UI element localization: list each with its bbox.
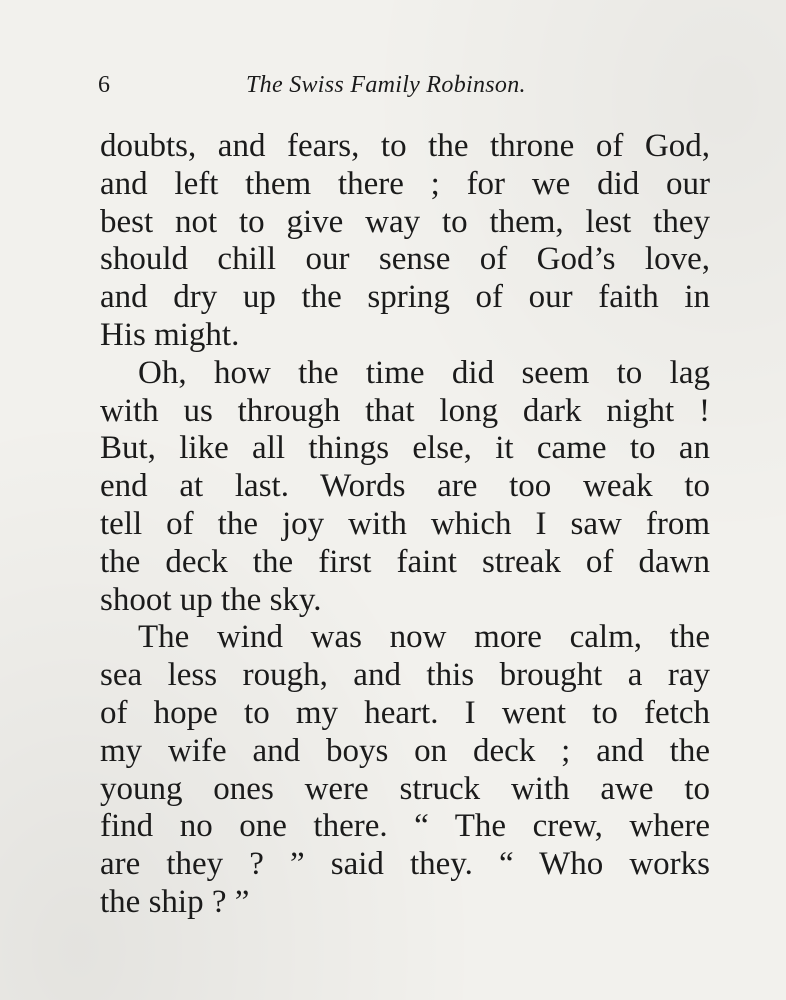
text-line: best not to give way to them, lest they — [100, 203, 710, 240]
text-line: end at last. Words are too weak to — [100, 468, 710, 505]
text-line: my wife and boys on deck ; and the — [100, 732, 710, 769]
text-line: are they ? ” said they. “ Who works — [100, 846, 710, 883]
text-line: doubts, and fears, to the throne of God, — [100, 128, 710, 164]
text-line: His might. — [100, 316, 240, 353]
text-line: young ones were struck with awe to — [100, 770, 710, 807]
body-text — [100, 128, 710, 922]
page-number: 6 — [98, 72, 110, 98]
text-line: find no one there. “ The crew, where — [100, 808, 710, 845]
text-line: and left them there ; for we did our — [100, 165, 710, 202]
text-line: Oh, how the time did seem to lag — [138, 354, 710, 391]
text-line: sea less rough, and this brought a ray — [100, 657, 710, 694]
text-line: the deck the first faint streak of dawn — [100, 543, 710, 580]
text-line: shoot up the sky. — [100, 581, 322, 618]
text-line: with us through that long dark night ! — [100, 392, 710, 429]
text-line: should chill our sense of God’s love, — [100, 241, 710, 278]
text-line: of hope to my heart. I went to fetch — [100, 694, 710, 731]
running-title: The Swiss Family Robinson. — [246, 72, 526, 98]
running-head — [98, 72, 708, 106]
text-line: the ship ? ” — [100, 883, 250, 920]
text-line: tell of the joy with which I saw from — [100, 505, 710, 542]
text-line: But, like all things else, it came to an — [100, 430, 710, 467]
text-line: and dry up the spring of our faith in — [100, 279, 710, 316]
text-line: The wind was now more calm, the — [138, 619, 710, 656]
